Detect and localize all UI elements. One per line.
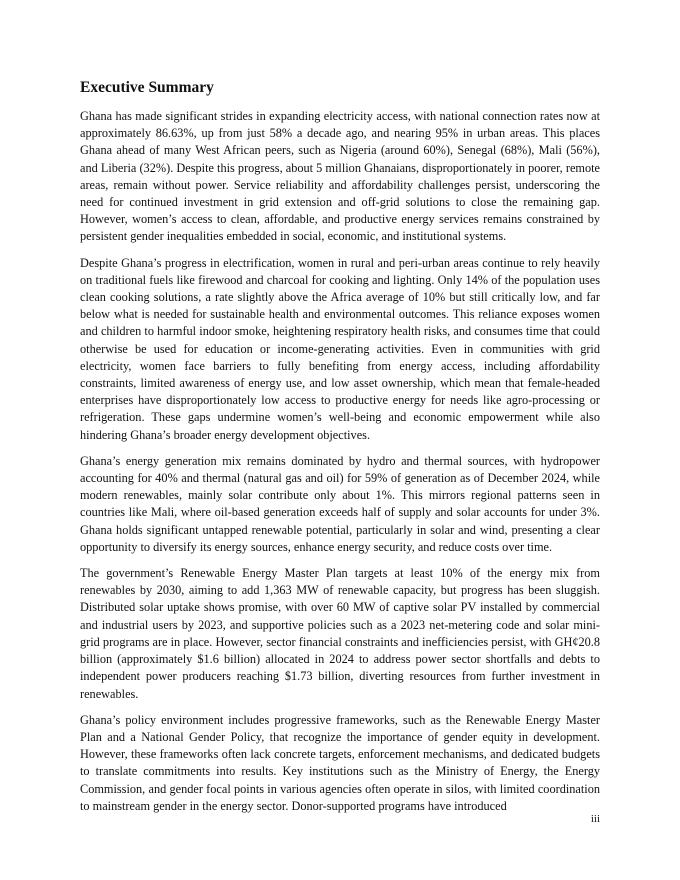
paragraph-policy-environment: Ghana’s policy environment includes progressive frameworks, such as the Renewable Energy Master Plan and a National Gender Policy, that recognize the importance of gender equity in development. However, these frameworks often lack concrete targets, enforcement mechanisms, and dedicated budgets to translate commitments into results. Key institutions such as the Ministry of Energy, the Energy Commission, and gender focal points in various agencies often operate in silos, with limited coordination to mainstream gender in the energy sector. Donor-supported programs have introduced — [80, 712, 600, 813]
paragraph-generation-mix: Ghana’s energy generation mix remains dominated by hydro and thermal sources, with hydropower accounting for 40% and thermal (natural gas and oil) for 59% of generation as of December 2024, while modern renewables, mainly solar contribute only about 1%. This mirrors regional patterns seen in countries like Mali, where oil-based generation exceeds half of supply and solar accounts for under 3%. Ghana holds significant untapped renewable potential, particularly in solar and wind, presenting a clear opportunity to diversify its energy sources, enhance energy security, and reduce costs over time. — [80, 453, 600, 554]
page-number: iii — [590, 813, 600, 825]
paragraph-electricity-access: Ghana has made significant strides in expanding electricity access, with national connection rates now at approximately 86.63%, up from just 58% a decade ago, and nearing 95% in urban areas. This places Ghana ahead of many West African peers, such as Nigeria (around 60%), Senegal (68%), Mali (56%), and Liberia (32%). Despite this progress, about 5 million Ghanaians, disproportionately in poorer, remote areas, remain without power. Service reliability and affordability challenges persist, underscoring the need for continued investment in grid extension and off-grid solutions to close the remaining gap. However, women’s access to clean, affordable, and productive energy services remains constrained by persistent gender inequalities embedded in social, economic, and institutional systems. — [80, 109, 600, 244]
document-page — [80, 78, 600, 824]
paragraph-renewable-plan: The government’s Renewable Energy Master Plan targets at least 10% of the energy mix from renewables by 2030, aiming to add 1,363 MW of renewable capacity, but progress has been sluggish. Distributed solar uptake shows promise, with over 60 MW of captive solar PV installed by commercial and industrial users by 2023, and supportive policies such as a 2023 net-metering code and solar mini-grid programs are in place. However, sector financial constraints and inefficiencies persist, with GH¢20.8 billion (approximately $1.6 billion) allocated in 2024 to address power sector shortfalls and debts to independent power producers reaching $1.73 billion, diverting resources from further investment in renewables. — [80, 566, 600, 701]
paragraph-women-energy: Despite Ghana’s progress in electrification, women in rural and peri-urban areas continue to rely heavily on traditional fuels like firewood and charcoal for cooking and lighting. Only 14% of the population uses clean cooking solutions, a rate slightly above the Africa average of 10% but still critically low, and far below what is needed for sustainable health and environmental outcomes. This reliance exposes women and children to harmful indoor smoke, heightening respiratory health risks, and consumes time that could otherwise be used for education or income-generating activities. Even in communities with grid electricity, women face barriers to fully benefiting from energy access, including affordability constraints, limited awareness of energy use, and low asset ownership, which mean that female-headed enterprises have disproportionately low access to productive energy for needs like agro-processing or refrigeration. These gaps undermine women’s well-being and economic empowerment while also hindering Ghana’s broader energy development objectives. — [80, 255, 600, 442]
section-heading: Executive Summary — [80, 79, 214, 96]
